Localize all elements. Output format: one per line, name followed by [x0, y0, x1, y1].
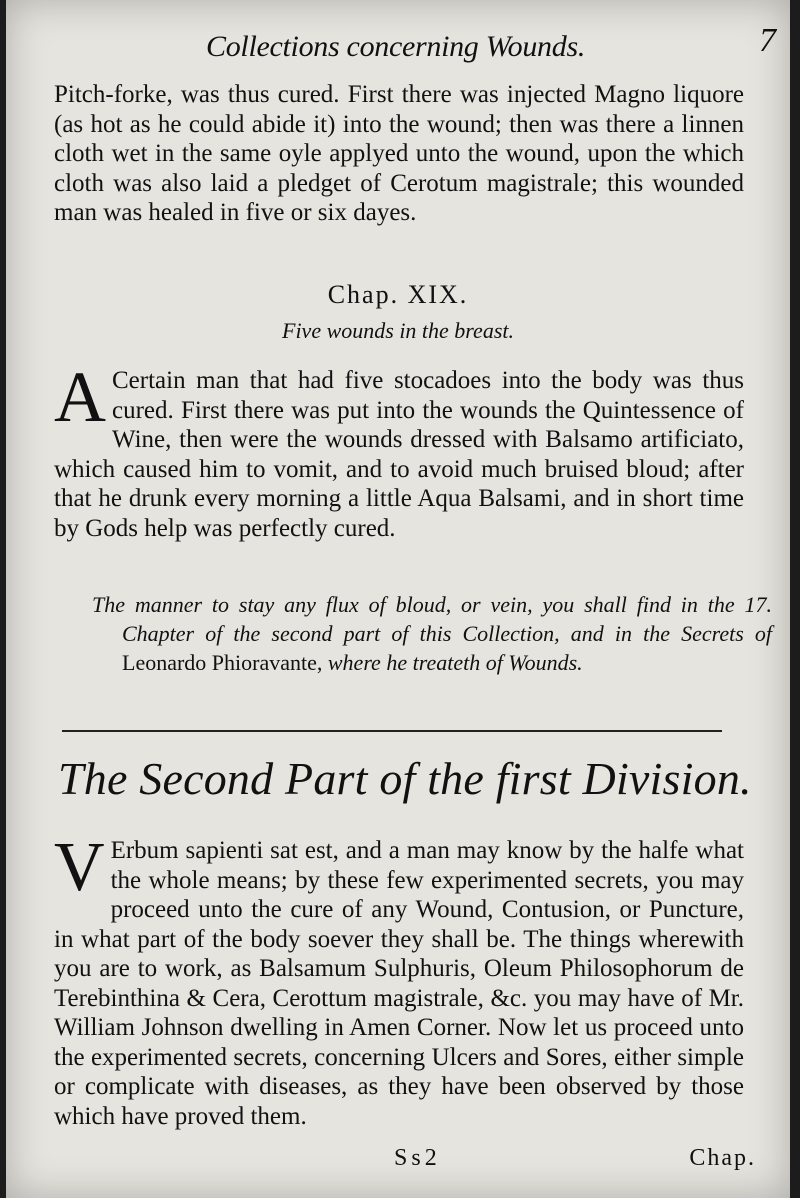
flux-note [92, 590, 772, 677]
paragraph-verbum-sapienti [54, 829, 744, 1131]
flux-note-part2: where he treateth of Wounds. [327, 650, 583, 675]
paragraph-breast-wounds-text: Certain man that had five stocadoes into the body was thus cured. First there was put into the wounds the Quintessence of Wine, then were the wounds dressed with Balsamo artificiato, which caused him to vomit, and to avoid much bruised bloud; after that he drunk every morning a little Aqua Balsami, and in short time by Gods help was perfectly cured. [54, 367, 744, 542]
section-divider [62, 730, 722, 732]
paragraph-pitchfork-cure: Pitch-forke, was thus cured. First there was injected Magno liquore (as hot as he could abide it) into the wound; then was there a linnen cloth wet in the same oyle applyed unto the wound, upon the which cloth was also laid a pledget of Cerotum magistrale; this wounded man was healed in five or six dayes. [54, 81, 744, 226]
chapter-subtitle: Five wounds in the breast. [282, 318, 514, 343]
running-head: Collections concerning Wounds. [206, 30, 586, 63]
part-heading: The Second Part of the first Division. [58, 753, 752, 804]
paragraph-verbum-sapienti-text: Erbum sapienti sat est, and a man may know by the halfe what the whole means; by these few experimented secrets, you may proceed unto the cure of any Wound, Contusion, or Puncture, in what part of the body soever they shall be. The things wherewith you are to work, as Balsamum Sulphuris, Oleum Philosophorum de Terebinthina & Cera, Cerottum magistrale, &c. you may have of Mr. William Johnson dwelling in Amen Corner. Now let us proceed unto the experimented secrets, concerning Ulcers and Sores, either simple or complicate with diseases, as they have been observed by those which have proved them. [54, 837, 744, 1130]
drop-cap-v: V [54, 829, 105, 906]
chapter-title: Chap. XIX. [327, 280, 469, 309]
catchword: Chap. [689, 1145, 756, 1171]
paragraph-breast-wounds [54, 357, 744, 543]
flux-note-part1: The manner to stay any flux of bloud, or vein, you shall find in the 17. Chapter of the second part of this Collection, and in the Secrets of [92, 592, 772, 646]
drop-cap-a: A [54, 357, 106, 437]
flux-note-name: Leonardo Phioravante, [122, 650, 323, 675]
book-page [6, 0, 790, 1198]
page-number: 7 [759, 22, 776, 59]
signature-mark: Ss2 [394, 1145, 441, 1171]
